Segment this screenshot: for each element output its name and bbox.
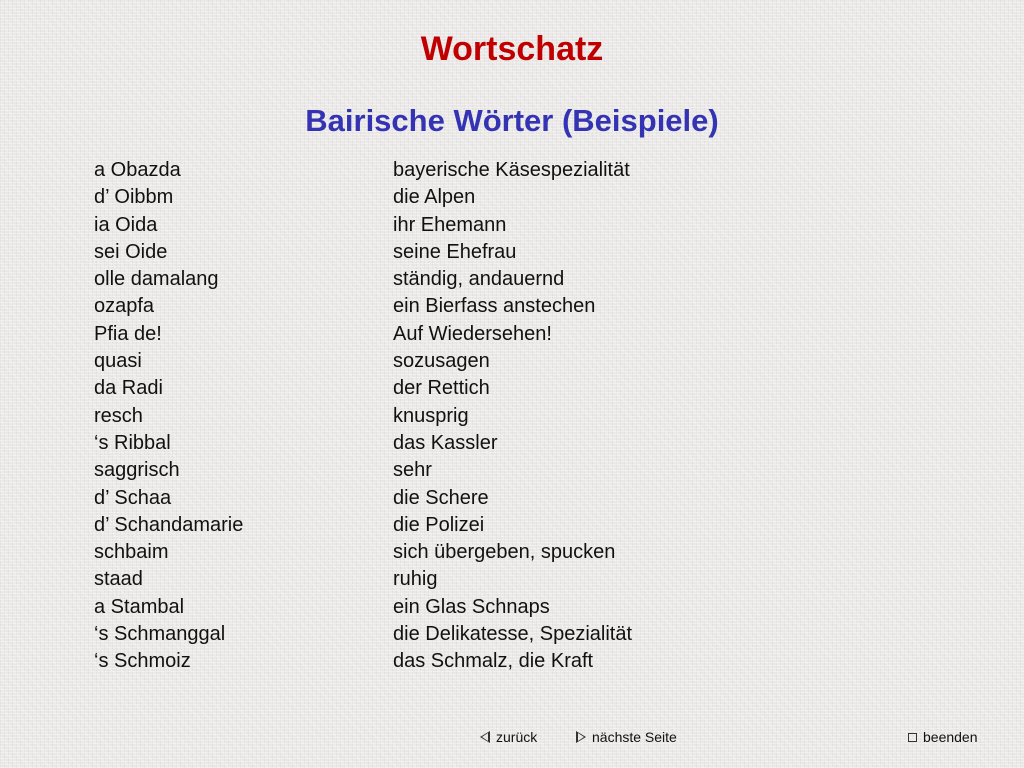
- vocab-row: [94, 375, 794, 402]
- vocab-meaning: das Kassler: [393, 431, 498, 454]
- vocab-term: staad: [94, 568, 143, 591]
- vocab-meaning: das Schmalz, die Kraft: [393, 650, 594, 673]
- triangle-right-icon: [576, 731, 586, 743]
- page-title: Wortschatz: [420, 30, 604, 68]
- vocab-term: ia Oida: [94, 213, 158, 236]
- vocab-meaning: sich übergeben, spucken: [393, 541, 616, 564]
- vocab-row: [94, 239, 794, 266]
- vocab-meaning: der Rettich: [393, 377, 490, 400]
- vocab-term: a Stambal: [94, 595, 185, 618]
- triangle-left-icon: [480, 731, 490, 743]
- exit-label: beenden: [923, 729, 978, 745]
- vocab-term: ‘s Ribbal: [94, 431, 171, 454]
- vocab-row: [94, 539, 794, 566]
- vocab-meaning: bayerische Käsespezialität: [393, 159, 630, 181]
- vocab-row: [94, 512, 794, 539]
- vocab-row: [94, 157, 794, 184]
- square-icon: [908, 733, 917, 742]
- vocab-row: [94, 348, 794, 375]
- back-label: zurück: [496, 729, 538, 745]
- vocab-term: da Radi: [94, 377, 163, 400]
- vocab-row: [94, 621, 794, 648]
- vocab-meaning: ruhig: [393, 568, 438, 591]
- vocab-row: [94, 293, 794, 320]
- vocab-term: ‘s Schmoiz: [94, 650, 191, 673]
- vocab-term: ‘s Schmanggal: [94, 623, 226, 646]
- vocab-meaning: seine Ehefrau: [393, 240, 517, 263]
- vocab-row: [94, 430, 794, 457]
- vocab-term: ozapfa: [94, 295, 155, 318]
- vocab-term: schbaim: [94, 541, 169, 564]
- vocab-term: d’ Schandamarie: [94, 513, 244, 536]
- vocab-term: d’ Oibbm: [94, 186, 174, 209]
- vocab-row: [94, 485, 794, 512]
- vocab-meaning: die Delikatesse, Spezialität: [393, 623, 633, 646]
- vocab-row: [94, 594, 794, 621]
- vocab-meaning: knusprig: [393, 404, 469, 427]
- vocab-meaning: ein Glas Schnaps: [393, 595, 550, 618]
- vocab-term: quasi: [94, 350, 142, 373]
- vocab-row: [94, 266, 794, 293]
- vocab-meaning: Auf Wiedersehen!: [393, 322, 552, 345]
- vocab-row: [94, 403, 794, 430]
- vocabulary-list: [94, 157, 794, 676]
- vocab-meaning: sozusagen: [393, 350, 490, 373]
- next-page-label: nächste Seite: [592, 729, 677, 745]
- vocab-row: [94, 212, 794, 239]
- vocab-row: [94, 184, 794, 211]
- vocab-term: sei Oide: [94, 240, 168, 263]
- back-button[interactable]: [480, 729, 537, 745]
- vocab-row: [94, 457, 794, 484]
- vocab-meaning: die Polizei: [393, 513, 485, 536]
- page-subtitle: Bairische Wörter (Beispiele): [305, 103, 719, 138]
- vocab-meaning: ihr Ehemann: [393, 213, 507, 236]
- vocab-row: [94, 648, 794, 675]
- vocab-meaning: ständig, andauernd: [393, 268, 565, 291]
- next-page-button[interactable]: [576, 729, 677, 745]
- vocab-term: saggrisch: [94, 459, 180, 482]
- exit-button[interactable]: [908, 729, 978, 745]
- vocab-term: olle damalang: [94, 268, 219, 291]
- vocab-term: d’ Schaa: [94, 486, 172, 509]
- vocab-term: resch: [94, 404, 143, 427]
- vocab-row: [94, 566, 794, 593]
- vocab-meaning: die Schere: [393, 486, 489, 509]
- vocab-meaning: ein Bierfass anstechen: [393, 295, 596, 318]
- vocab-meaning: sehr: [393, 459, 432, 482]
- vocab-row: [94, 321, 794, 348]
- vocab-meaning: die Alpen: [393, 186, 476, 209]
- vocab-term: a Obazda: [94, 159, 181, 181]
- vocab-term: Pfia de!: [94, 322, 162, 345]
